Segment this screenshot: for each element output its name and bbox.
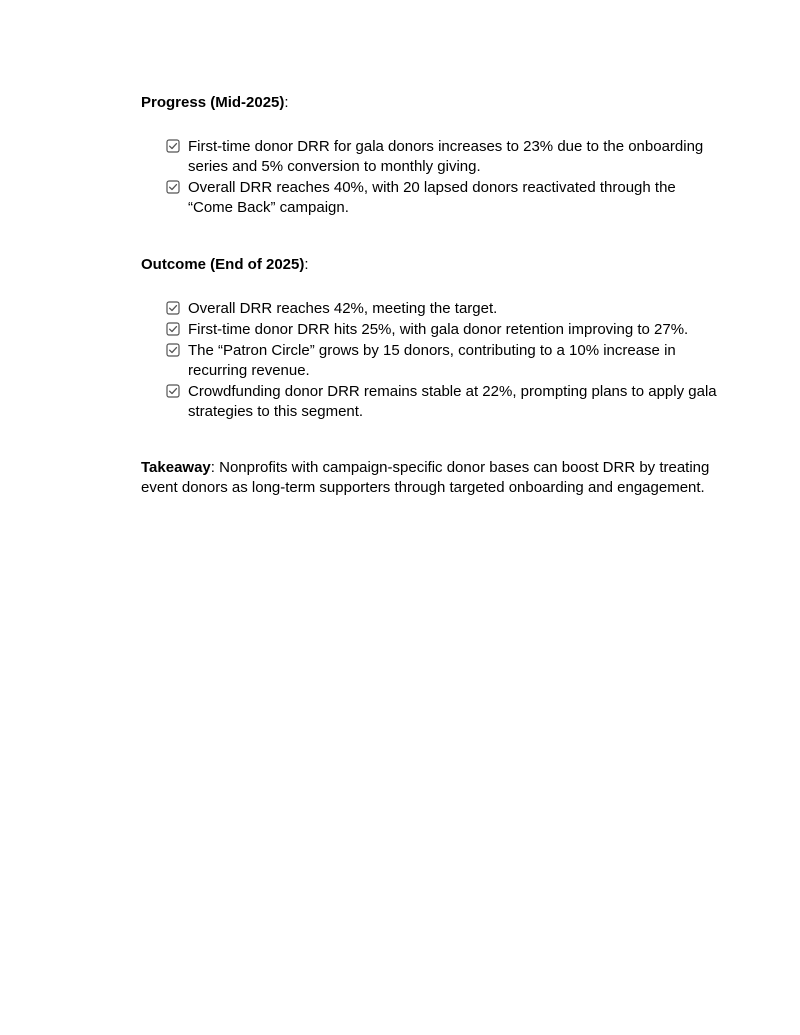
checklist-item <box>141 341 721 381</box>
outcome-checklist <box>141 299 721 422</box>
progress-heading <box>141 93 721 113</box>
checklist-item <box>141 137 721 177</box>
outcome-heading-colon: : <box>304 256 309 273</box>
checked-checkbox-icon[interactable] <box>166 301 180 315</box>
checklist-item <box>141 299 721 319</box>
takeaway-text: : Nonprofits with campaign-specific donor bases can boost DRR by treating event donors as long-term supporters through targeted onboarding and engagement. <box>141 459 710 496</box>
checked-checkbox-icon[interactable] <box>166 384 180 398</box>
takeaway-paragraph <box>141 458 721 498</box>
takeaway-label: Takeaway <box>141 459 211 476</box>
progress-checklist <box>141 137 721 218</box>
checklist-item-text: Crowdfunding donor DRR remains stable at 22%, prompting plans to apply gala strategies to this segment. <box>188 383 717 420</box>
checklist-item <box>141 320 721 340</box>
progress-heading-colon: : <box>284 94 289 111</box>
checklist-item-text: Overall DRR reaches 42%, meeting the target. <box>188 300 498 317</box>
document-body <box>141 93 721 498</box>
outcome-heading-title: Outcome (End of 2025) <box>141 256 305 273</box>
checked-checkbox-icon[interactable] <box>166 139 180 153</box>
checklist-item-text: The “Patron Circle” grows by 15 donors, contributing to a 10% increase in recurring revenue. <box>188 342 676 379</box>
checked-checkbox-icon[interactable] <box>166 322 180 336</box>
checklist-item-text: Overall DRR reaches 40%, with 20 lapsed donors reactivated through the “Come Back” campaign. <box>188 179 676 216</box>
progress-heading-title: Progress (Mid-2025) <box>141 94 285 111</box>
checked-checkbox-icon[interactable] <box>166 180 180 194</box>
checked-checkbox-icon[interactable] <box>166 343 180 357</box>
checklist-item <box>141 382 721 422</box>
outcome-heading <box>141 255 721 275</box>
checklist-item <box>141 178 721 218</box>
checklist-item-text: First-time donor DRR hits 25%, with gala donor retention improving to 27%. <box>188 321 689 338</box>
checklist-item-text: First-time donor DRR for gala donors increases to 23% due to the onboarding series and 5% conversion to monthly giving. <box>188 138 704 175</box>
